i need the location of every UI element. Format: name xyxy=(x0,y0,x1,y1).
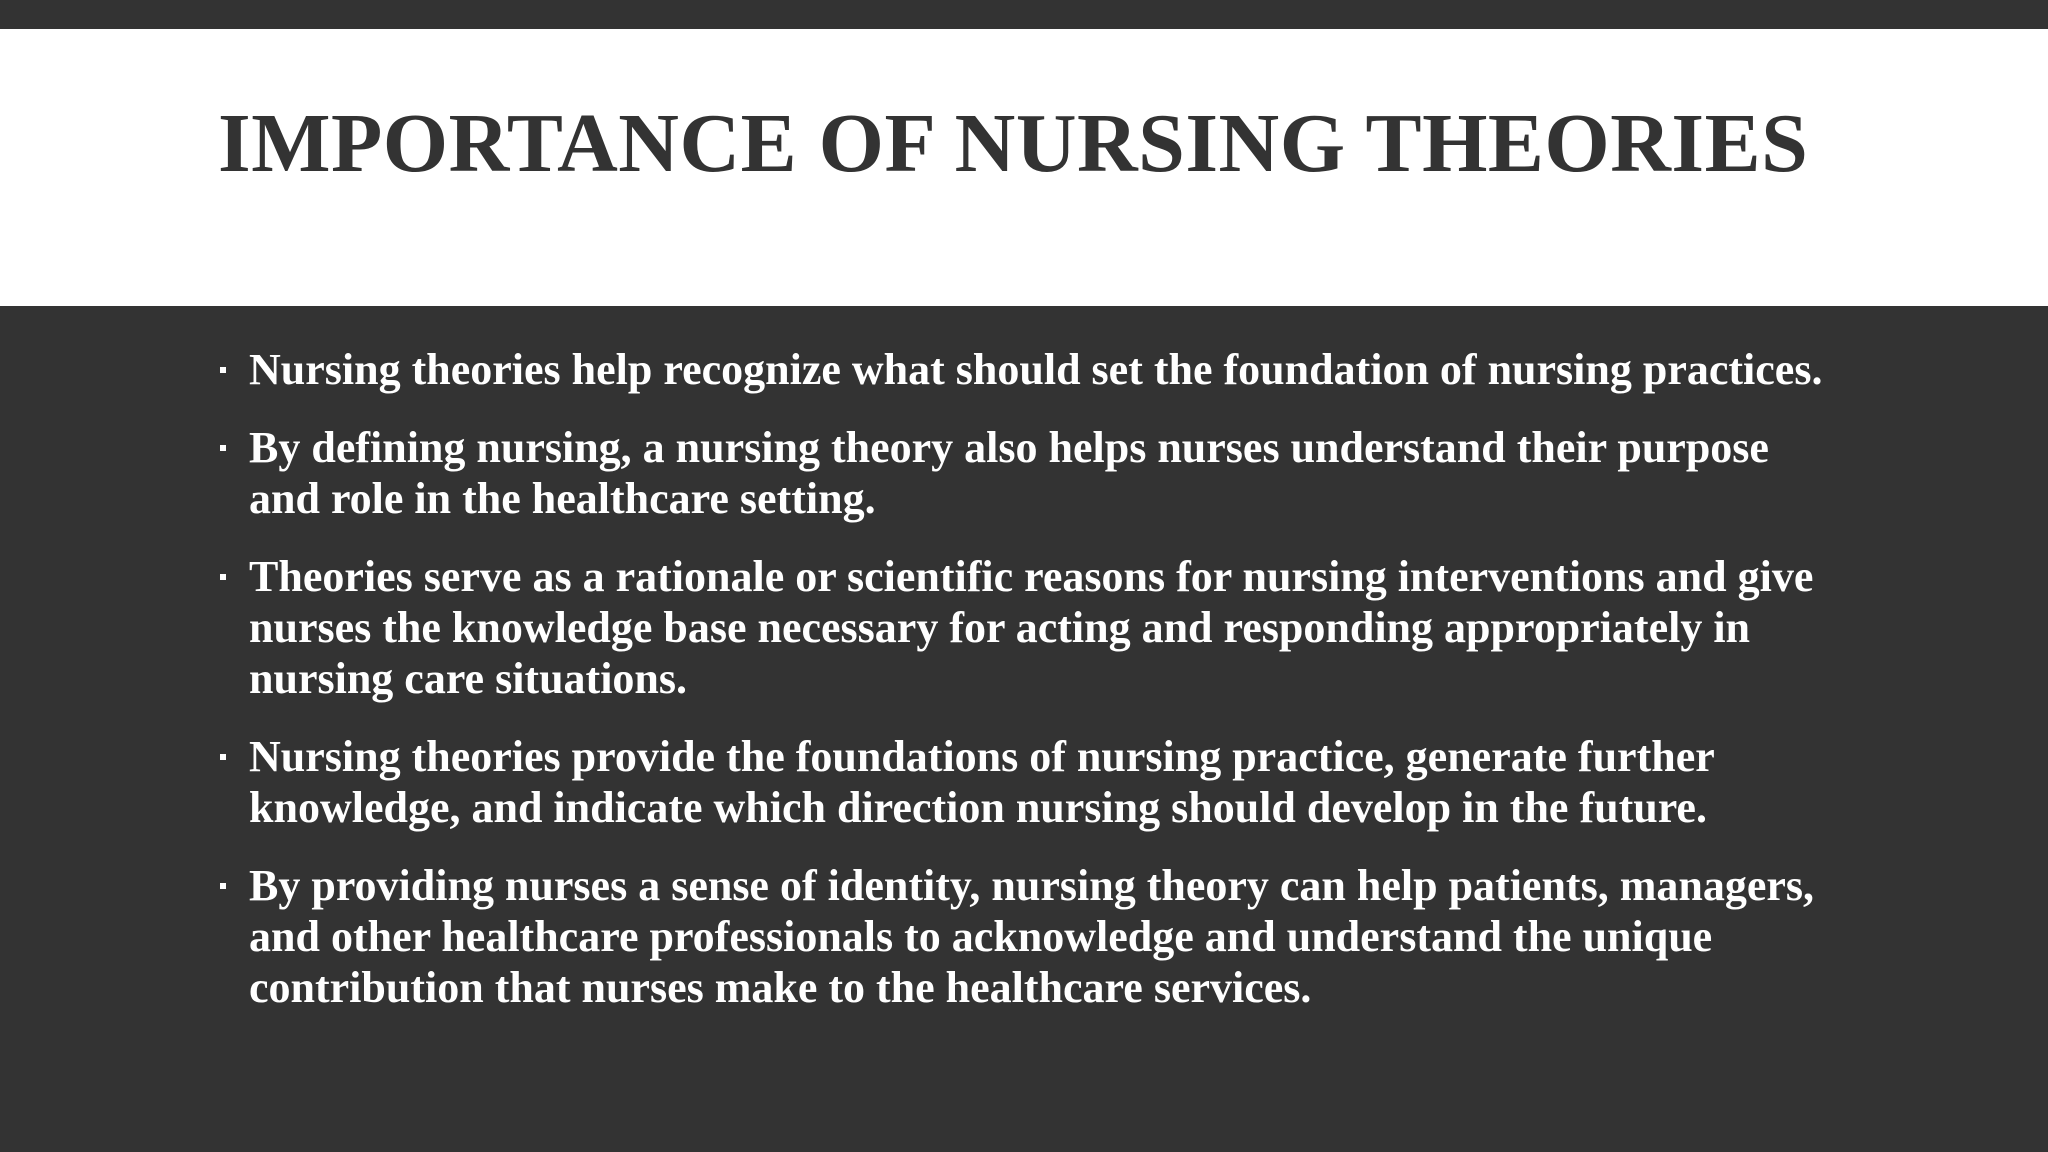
bullet-square-icon xyxy=(220,445,226,451)
bullet-text: By providing nurses a sense of identity, nursing theory can help patients, managers, and other healthcare professionals to acknowledge and understand the unique contribution that nurses make to the healthcare services. xyxy=(249,861,1815,1012)
bullet-item xyxy=(218,731,1838,833)
bullet-item xyxy=(218,344,1838,395)
bullet-item xyxy=(218,422,1838,524)
bullet-square-icon xyxy=(220,574,226,580)
bullet-item xyxy=(218,551,1838,704)
bullet-square-icon xyxy=(220,883,226,889)
bullet-text: Nursing theories provide the foundations of nursing practice, generate further knowledge, and indicate which direction nursing should develop in the future. xyxy=(249,732,1714,832)
bullet-text: Theories serve as a rationale or scientific reasons for nursing interventions and give nurses the knowledge base necessary for acting and responding appropriately in nursing care situations. xyxy=(249,552,1814,703)
bullet-text: By defining nursing, a nursing theory also helps nurses understand their purpose and role in the healthcare setting. xyxy=(249,423,1769,523)
slide-title: IMPORTANCE OF NURSING THEORIES xyxy=(218,97,1809,190)
bullet-text: Nursing theories help recognize what should set the foundation of nursing practices. xyxy=(249,345,1823,394)
bullet-list xyxy=(218,344,1838,1040)
bullet-square-icon xyxy=(220,754,226,760)
bullet-item xyxy=(218,860,1838,1013)
bullet-square-icon xyxy=(220,367,226,373)
